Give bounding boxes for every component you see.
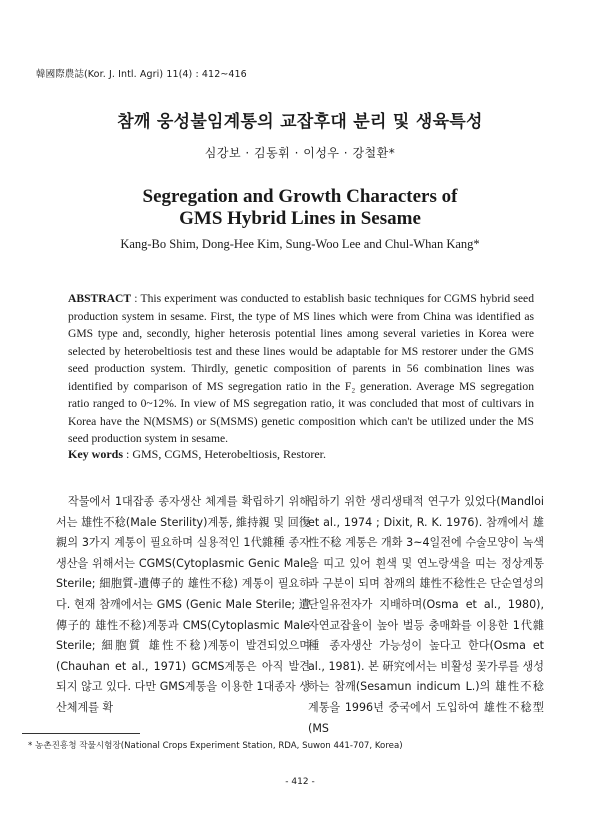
korean-title: 참깨 웅성불임계통의 교잡후대 분리 및 생육특성 xyxy=(117,112,483,132)
korean-authors: 심강보 · 김동휘 · 이성우 · 강철환* xyxy=(204,146,396,160)
english-title-line-1: Segregation and Growth Characters of xyxy=(142,186,458,207)
journal-citation: 韓國際農誌(Kor. J. Intl. Agri) 11(4) : 412~416 xyxy=(36,69,247,80)
body-right-column: 립하기 위한 생리생태적 연구가 있었다(Mandloi et al., 1974 ; Dixit, R. K. 1976). 참깨에서 雄性不稔 계통은 개화 3~4일전에 수술모양이 녹색을 띠고 있어 흰색 및 연노랑색을 띠는 정상계통과 구분이 되며 참깨의 雄性不稔性은 단순열성의 단일유전자가 지배하며(Osma et al., 1980), 자연교잡율이 높아 벌등 충매화를 이용한 1代雜種 종자생산 가능성이 높다고 한다(Osma et al., 1981). 본 硏究에서는 비활성 꽃가루를 생성하는 참깨(Sesamun indicum L.)의 雄性不稔계통을 1996년 중국에서 도입하여 雄性不稔型(MS xyxy=(308,495,544,735)
english-title xyxy=(0,186,600,230)
page-number: - 412 - xyxy=(285,777,315,787)
keywords-label: Key words xyxy=(68,447,123,461)
abstract-label: ABSTRACT xyxy=(68,292,132,305)
english-authors: Kang-Bo Shim, Dong-Hee Kim, Sung-Woo Lee and Chul-Whan Kang* xyxy=(120,237,480,251)
keywords-text: : GMS, CGMS, Heterobeltiosis, Restorer. xyxy=(123,447,326,461)
abstract xyxy=(68,290,534,448)
body-left-column: 작물에서 1대잡종 종자생산 체계를 확립하기 위해서는 雄性不稔(Male Sterility)계통, 維持親 및 回復親의 3가지 계통이 필요하며 실용적인 1代雜種 종자생산을 위해서는 CGMS(Cytoplasmic Genic Male Sterile; 細胞質-遺傳子的 雄性不稔) 계통이 필요하다. 현재 참깨에서는 GMS (Genic Male Sterile; 遺傳子的 雄性不稔)계통과 CMS(Cytoplasmic Male Sterile; 細胞質 雄性不稔)계통이 발견되었으며(Chauhan et al., 1971) GCMS계통은 아직 발견되지 않고 있다. 다만 GMS계통을 이용한 1대종자 생산체계를 확 xyxy=(56,495,310,714)
footnote: * 농촌진흥청 작물시험장(National Crops Experiment Station, RDA, Suwon 441-707, Korea) xyxy=(28,741,403,751)
footnote-divider xyxy=(22,733,140,734)
abstract-text: : This experiment was conducted to establish basic techniques for CGMS hybrid seed production system in sesame. First, the type of MS lines which were from China was identified as GMS type and, secondly, higher heterosis potential lines among several varieties in Korea were selected by heterobeltiosis test and these lines would be adaptable for MS restorer under the GMS seed production system. Thirdly, genetic composition of parents in 56 combination lines was identified by comparison of MS segregation ratio in the F₂ generation. Average MS segregation ratio ranged to 0~12%. In view of MS segregation ratio, it was concluded that most of cultivars in Korea have the N(MSMS) or S(MSMS) genetic composition which can't be utilized under the MS seed production system in sesame. xyxy=(68,292,534,445)
keywords xyxy=(68,447,534,462)
english-title-line-2: GMS Hybrid Lines in Sesame xyxy=(179,208,421,229)
